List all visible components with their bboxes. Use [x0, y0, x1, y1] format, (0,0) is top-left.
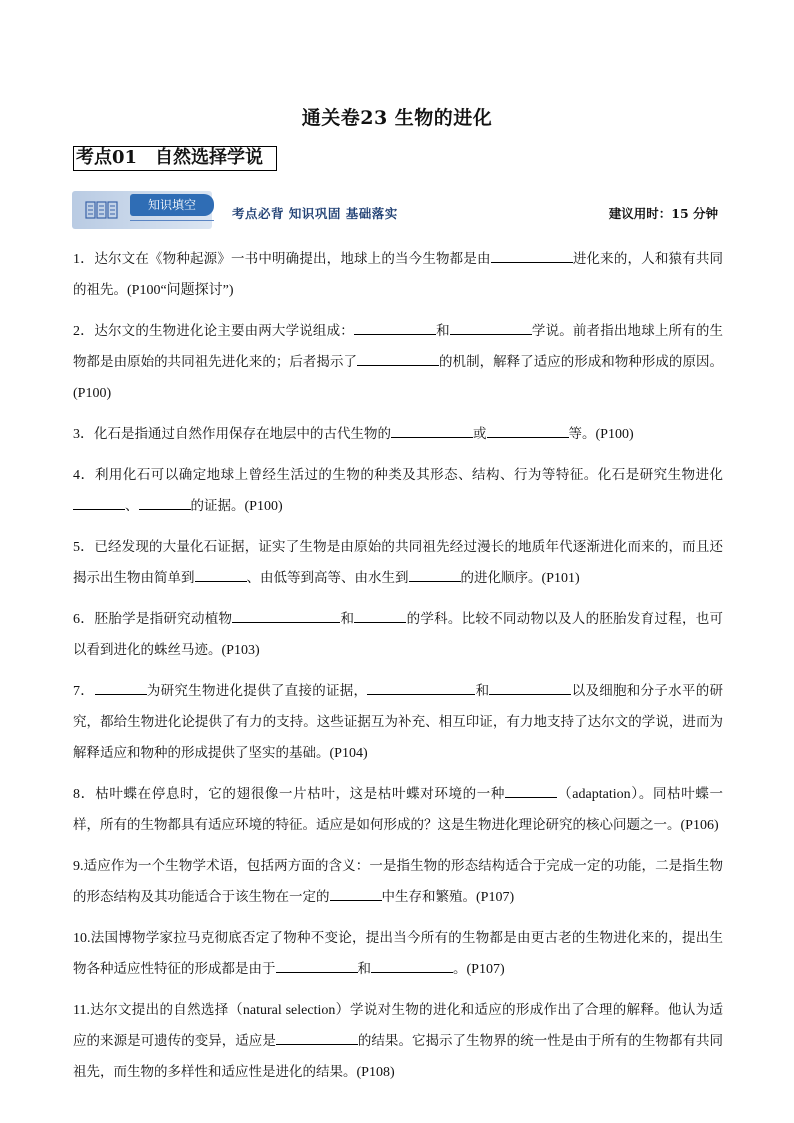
answer-blank[interactable]: [357, 351, 439, 366]
book-list-icon: [85, 201, 119, 223]
section-heading: 考点01 自然选择学说: [73, 146, 277, 171]
answer-blank[interactable]: [195, 567, 247, 582]
answer-blank[interactable]: [489, 680, 571, 695]
answer-blank[interactable]: [409, 567, 461, 582]
answer-blank[interactable]: [367, 680, 475, 695]
page-title: 通关卷23 生物的进化: [301, 107, 493, 129]
answer-blank[interactable]: [391, 423, 473, 438]
section-banner: [72, 191, 724, 229]
answer-blank[interactable]: [354, 320, 436, 335]
answer-blank[interactable]: [491, 248, 573, 263]
banner-tag: 知识填空: [130, 194, 214, 216]
banner-underline: [130, 220, 214, 221]
answer-blank[interactable]: [354, 608, 406, 623]
question-9: 9.适应作为一个生物学术语，包括两方面的含义：一是指生物的形态结构适合于完成一定的功能，二是指生物的形态结构及其功能适合于该生物在一定的 中生存和繁殖。(P107): [73, 858, 723, 905]
answer-blank[interactable]: [232, 608, 340, 623]
answer-blank[interactable]: [73, 495, 125, 510]
question-list: [73, 244, 723, 1098]
question-10: 10.法国博物学家拉马克彻底否定了物种不变论，提出当今所有的生物都是由更古老的生物进化来的，提出生物各种适应性特征的形成都是由于 和 。(P107): [73, 930, 723, 977]
suggested-time: 建议用时：15 分钟: [608, 206, 718, 221]
question-2: 2．达尔文的生物进化论主要由两大学说组成： 和 学说。前者指出地球上所有的生物都是由原始的共同祖先进化来的；后者揭示了 的机制，解释了适应的形成和物种形成的原因。(P100): [73, 316, 723, 409]
question-1: 1．达尔文在《物种起源》一书中明确提出，地球上的当今生物都是由 进化来的，人和猿有共同的祖先。(P100“问题探讨”): [73, 244, 723, 306]
question-3: 3．化石是指通过自然作用保存在地层中的古代生物的 或 等。(P100): [73, 419, 723, 450]
answer-blank[interactable]: [139, 495, 191, 510]
answer-blank[interactable]: [276, 1030, 358, 1045]
question-4: 4．利用化石可以确定地球上曾经生活过的生物的种类及其形态、结构、行为等特征。化石是研究生物进化、 的证据。(P100): [73, 467, 724, 514]
question-5: 5．已经发现的大量化石证据，证实了生物是由原始的共同祖先经过漫长的地质年代逐渐进化而来的，而且还揭示出生物由简单到 、由低等到高等、由水生到 的进化顺序。(P101): [73, 539, 724, 586]
question-7: 7． 为研究生物进化提供了直接的证据， 和 以及细胞和分子水平的研究，都给生物进化论提供了有力的支持。这些证据互为补充、相互印证，有力地支持了达尔文的学说，进而为解释适应和物种的形成提供了坚实的基础。(P104): [73, 676, 723, 769]
question-8: 8．枯叶蝶在停息时，它的翅很像一片枯叶，这是枯叶蝶对环境的一种 （adaptation）。同枯叶蝶一样，所有的生物都具有适应环境的特征。适应是如何形成的？这是生物进化理论研究的核心问题之一。(P106): [73, 779, 723, 841]
answer-blank[interactable]: [330, 886, 382, 901]
banner-slogan: 考点必背 知识巩固 基础落实: [232, 206, 398, 221]
question-11: 11.达尔文提出的自然选择（natural selection）学说对生物的进化和适应的形成作出了合理的解释。他认为适应的来源是可遗传的变异，适应是 的结果。它揭示了生物界的统一性是由于所有的生物都有共同祖先，而生物的多样性和适应性是进化的结果。(P108): [73, 1002, 724, 1080]
answer-blank[interactable]: [95, 680, 147, 695]
answer-blank[interactable]: [276, 958, 358, 973]
answer-blank[interactable]: [371, 958, 453, 973]
question-6: 6．胚胎学是指研究动植物 和 的学科。比较不同动物以及人的胚胎发育过程，也可以看到进化的蛛丝马迹。(P103): [73, 604, 723, 666]
answer-blank[interactable]: [487, 423, 569, 438]
answer-blank[interactable]: [450, 320, 532, 335]
answer-blank[interactable]: [505, 783, 557, 798]
